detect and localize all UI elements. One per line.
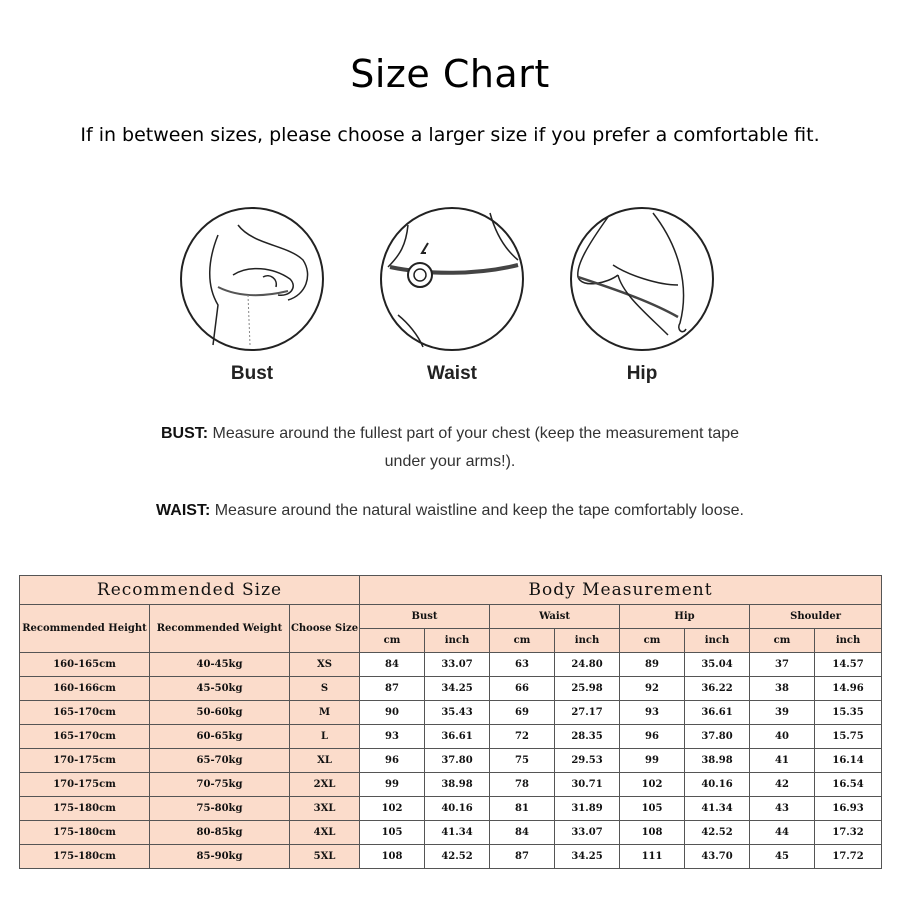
table-cell: 160-166cm <box>20 677 150 701</box>
table-cell: 63 <box>490 653 555 677</box>
table-cell: S <box>290 677 360 701</box>
table-cell: XL <box>290 749 360 773</box>
table-cell: 60-65kg <box>150 725 290 749</box>
unit-cm: cm <box>750 629 815 653</box>
table-row <box>20 773 882 797</box>
table-cell: 90 <box>360 701 425 725</box>
table-cell: 43.70 <box>685 845 750 869</box>
page-title: Size Chart <box>350 52 550 96</box>
col-header-waist: Waist <box>490 605 620 629</box>
table-cell: 160-165cm <box>20 653 150 677</box>
table-cell: 45 <box>750 845 815 869</box>
table-cell: 38 <box>750 677 815 701</box>
table-cell: 16.14 <box>815 749 882 773</box>
table-cell: 84 <box>360 653 425 677</box>
table-cell: 84 <box>490 821 555 845</box>
table-cell: 17.32 <box>815 821 882 845</box>
table-cell: 111 <box>620 845 685 869</box>
table-row <box>20 797 882 821</box>
waist-instruction-text: Measure around the natural waistline and keep the tape comfortably loose. <box>214 502 744 519</box>
group-header-body: Body Measurement <box>360 576 882 605</box>
table-cell: 42.52 <box>425 845 490 869</box>
table-cell: 40.16 <box>425 797 490 821</box>
table-cell: 27.17 <box>555 701 620 725</box>
table-cell: 33.07 <box>555 821 620 845</box>
figure-label-waist: Waist <box>427 363 477 384</box>
table-cell: 40 <box>750 725 815 749</box>
table-cell: 40.16 <box>685 773 750 797</box>
table-cell: 108 <box>620 821 685 845</box>
table-cell: 3XL <box>290 797 360 821</box>
figure-hip <box>567 205 717 385</box>
table-row <box>20 749 882 773</box>
col-header-size: Choose Size <box>290 605 360 653</box>
table-cell: 37.80 <box>425 749 490 773</box>
col-header-weight: Recommended Weight <box>150 605 290 653</box>
table-cell: 14.96 <box>815 677 882 701</box>
page-subtitle: If in between sizes, please choose a larger size if you prefer a comfortable fit. <box>80 124 820 146</box>
measurement-figures <box>0 205 900 385</box>
table-row <box>20 701 882 725</box>
bust-instruction-text-2: under your arms!). <box>384 453 516 470</box>
table-cell: 96 <box>360 749 425 773</box>
table-cell: 42.52 <box>685 821 750 845</box>
table-cell: 165-170cm <box>20 701 150 725</box>
table-cell: 2XL <box>290 773 360 797</box>
table-cell: 35.04 <box>685 653 750 677</box>
table-cell: 33.07 <box>425 653 490 677</box>
table-cell: 31.89 <box>555 797 620 821</box>
table-cell: 37 <box>750 653 815 677</box>
table-cell: 75 <box>490 749 555 773</box>
col-header-height: Recommended Height <box>20 605 150 653</box>
unit-cm: cm <box>620 629 685 653</box>
unit-inch: inch <box>815 629 882 653</box>
table-cell: 15.75 <box>815 725 882 749</box>
table-cell: 99 <box>360 773 425 797</box>
table-cell: 87 <box>360 677 425 701</box>
table-cell: 14.57 <box>815 653 882 677</box>
table-cell: 87 <box>490 845 555 869</box>
table-row <box>20 845 882 869</box>
table-cell: 34.25 <box>555 845 620 869</box>
unit-inch: inch <box>685 629 750 653</box>
figure-bust <box>177 205 327 385</box>
bust-instruction-label: BUST: <box>160 425 209 442</box>
table-cell: 66 <box>490 677 555 701</box>
hip-measure-icon <box>568 205 716 353</box>
table-cell: 38.98 <box>425 773 490 797</box>
table-cell: 105 <box>620 797 685 821</box>
table-cell: 175-180cm <box>20 845 150 869</box>
figure-label-bust: Bust <box>230 363 274 384</box>
table-cell: 72 <box>490 725 555 749</box>
table-cell: 28.35 <box>555 725 620 749</box>
table-cell: 108 <box>360 845 425 869</box>
table-cell: 16.93 <box>815 797 882 821</box>
waist-instruction <box>0 497 900 525</box>
unit-cm: cm <box>490 629 555 653</box>
table-cell: 42 <box>750 773 815 797</box>
table-cell: 81 <box>490 797 555 821</box>
table-cell: 37.80 <box>685 725 750 749</box>
table-cell: 96 <box>620 725 685 749</box>
table-cell: 36.22 <box>685 677 750 701</box>
table-cell: 17.72 <box>815 845 882 869</box>
table-row <box>20 725 882 749</box>
table-cell: 35.43 <box>425 701 490 725</box>
unit-cm: cm <box>360 629 425 653</box>
table-cell: 93 <box>360 725 425 749</box>
table-cell: XS <box>290 653 360 677</box>
table-cell: 165-170cm <box>20 725 150 749</box>
table-cell: 16.54 <box>815 773 882 797</box>
table-cell: 92 <box>620 677 685 701</box>
table-cell: 40-45kg <box>150 653 290 677</box>
table-cell: 50-60kg <box>150 701 290 725</box>
table-cell: 170-175cm <box>20 773 150 797</box>
table-cell: 41.34 <box>685 797 750 821</box>
waist-instruction-label: WAIST: <box>156 502 211 519</box>
bust-instruction-text-1: Measure around the fullest part of your chest (keep the measurement tape <box>212 425 740 442</box>
table-cell: 80-85kg <box>150 821 290 845</box>
table-cell: 36.61 <box>425 725 490 749</box>
table-cell: 4XL <box>290 821 360 845</box>
table-cell: 170-175cm <box>20 749 150 773</box>
table-cell: 85-90kg <box>150 845 290 869</box>
table-cell: 102 <box>620 773 685 797</box>
table-cell: 5XL <box>290 845 360 869</box>
table-row <box>20 677 882 701</box>
table-row <box>20 821 882 845</box>
table-cell: 43 <box>750 797 815 821</box>
unit-inch: inch <box>555 629 620 653</box>
table-row <box>20 653 882 677</box>
unit-inch: inch <box>425 629 490 653</box>
table-cell: 38.98 <box>685 749 750 773</box>
table-cell: 75-80kg <box>150 797 290 821</box>
table-cell: 24.80 <box>555 653 620 677</box>
table-cell: 89 <box>620 653 685 677</box>
table-cell: 69 <box>490 701 555 725</box>
size-table <box>19 575 882 869</box>
table-cell: 15.35 <box>815 701 882 725</box>
bust-instruction <box>0 420 900 476</box>
table-cell: 41 <box>750 749 815 773</box>
bust-measure-icon <box>178 205 326 353</box>
waist-measure-icon <box>378 205 526 353</box>
table-cell: 36.61 <box>685 701 750 725</box>
table-cell: 175-180cm <box>20 821 150 845</box>
table-cell: 175-180cm <box>20 797 150 821</box>
table-cell: 25.98 <box>555 677 620 701</box>
figure-label-hip: Hip <box>626 363 658 384</box>
table-cell: 93 <box>620 701 685 725</box>
col-header-hip: Hip <box>620 605 750 629</box>
table-cell: 39 <box>750 701 815 725</box>
table-cell: 34.25 <box>425 677 490 701</box>
col-header-shoulder: Shoulder <box>750 605 882 629</box>
table-cell: 102 <box>360 797 425 821</box>
table-cell: 45-50kg <box>150 677 290 701</box>
table-cell: 44 <box>750 821 815 845</box>
table-cell: 78 <box>490 773 555 797</box>
table-cell: 41.34 <box>425 821 490 845</box>
table-cell: L <box>290 725 360 749</box>
table-cell: 65-70kg <box>150 749 290 773</box>
table-cell: 29.53 <box>555 749 620 773</box>
group-header-recommended: Recommended Size <box>20 576 360 605</box>
table-cell: 70-75kg <box>150 773 290 797</box>
col-header-bust: Bust <box>360 605 490 629</box>
table-cell: 105 <box>360 821 425 845</box>
figure-waist <box>377 205 527 385</box>
table-cell: 99 <box>620 749 685 773</box>
table-cell: 30.71 <box>555 773 620 797</box>
table-cell: M <box>290 701 360 725</box>
